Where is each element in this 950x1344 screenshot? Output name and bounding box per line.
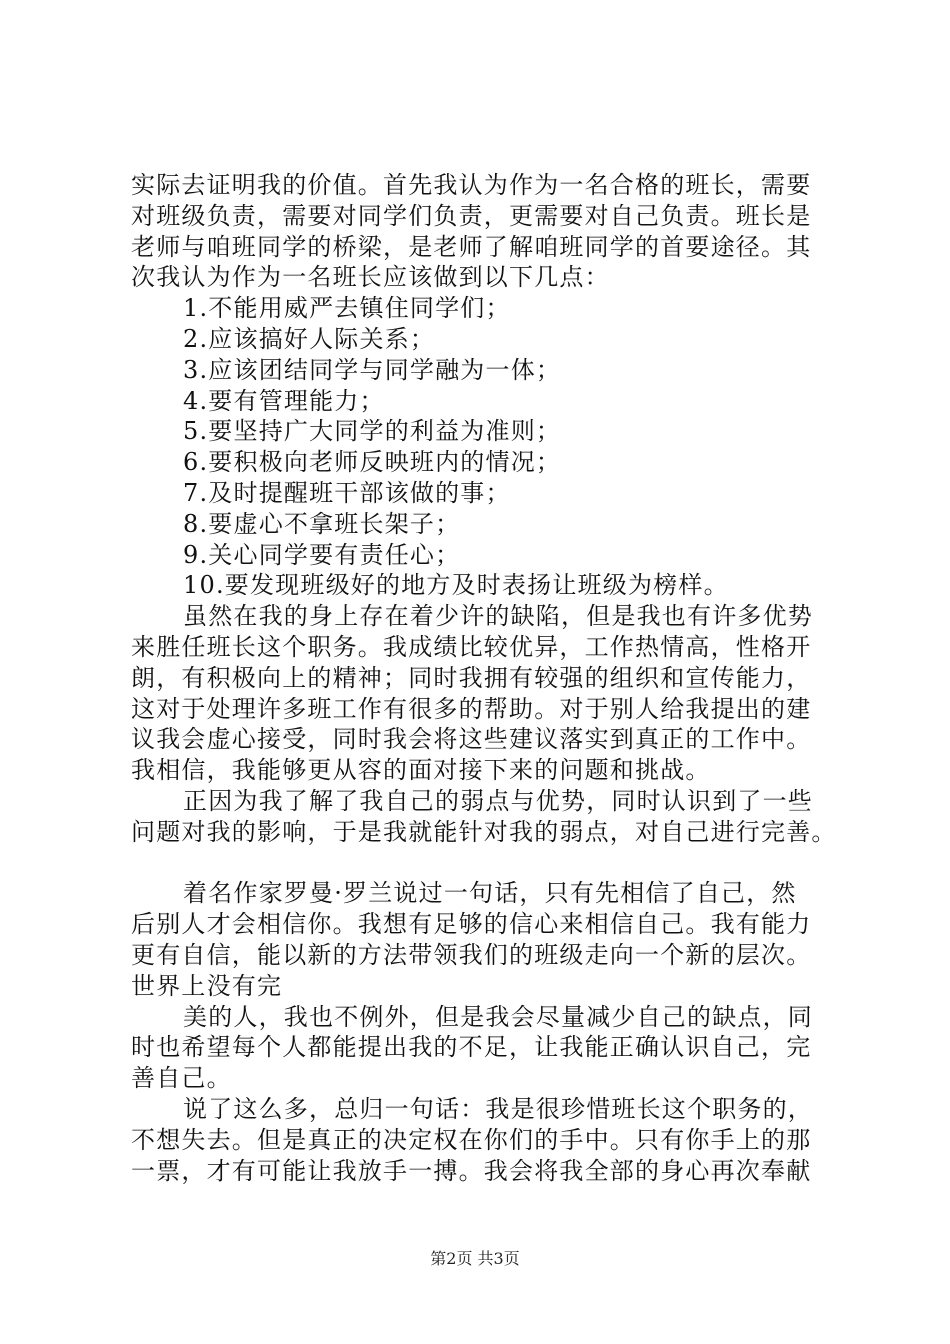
list-item: 3.应该团结同学与同学融为一体； [183, 355, 562, 384]
text-line: 善自己。 [131, 1064, 232, 1093]
document-body [131, 170, 837, 1186]
text-line: 世界上没有完 [131, 971, 283, 1000]
list-item: 4.要有管理能力； [183, 386, 385, 415]
paragraph-gap [131, 848, 831, 879]
list-item: 9.关心同学要有责任心； [183, 540, 461, 569]
text-line: 虽然在我的身上存在着少许的缺陷，但是我也有许多优势 [183, 602, 813, 631]
text-line: 来胜任班长这个职务。我成绩比较优异，工作热情高，性格开 [131, 632, 812, 661]
page-footer: 第2页 共3页 [430, 1249, 520, 1268]
list-item: 5.要坚持广大同学的利益为准则； [183, 417, 562, 446]
list-item: 8.要虚心不拿班长架子； [183, 509, 461, 538]
text-line: 美的人，我也不例外，但是我会尽量减少自己的缺点，同 [183, 1002, 813, 1031]
list-item: 7.及时提醒班干部该做的事； [183, 478, 511, 507]
text-line: 说了这么多，总归一句话：我是很珍惜班长这个职务的， [183, 1094, 813, 1123]
text-line: 朗，有积极向上的精神；同时我拥有较强的组织和宣传能力， [131, 663, 812, 692]
text-line: 问题对我的影响，于是我就能针对我的弱点，对自己进行完善。 [131, 817, 837, 846]
text-line: 着名作家罗曼·罗兰说过一句话，只有先相信了自己，然 [183, 879, 797, 908]
text-line: 实际去证明我的价值。首先我认为作为一名合格的班长，需要 [131, 171, 812, 199]
text-line: 这对于处理许多班工作有很多的帮助。对于别人给我提出的建 [131, 694, 812, 723]
text-line: 老师与咱班同学的桥梁，是老师了解咱班同学的首要途径。其 [131, 232, 812, 261]
text-line: 更有自信，能以新的方法带领我们的班级走向一个新的层次。 [131, 940, 812, 969]
text-line: 正因为我了解了我自己的弱点与优势，同时认识到了一些 [183, 786, 813, 815]
text-line: 不想失去。但是真正的决定权在你们的手中。只有你手上的那 [131, 1125, 812, 1154]
list-item: 10.要发现班级好的地方及时表扬让班级为榜样。 [183, 571, 729, 600]
text-line: 议我会虚心接受，同时我会将这些建议落实到真正的工作中。 [131, 725, 812, 754]
list-item: 1.不能用威严去镇住同学们； [183, 294, 511, 323]
list-item: 6.要积极向老师反映班内的情况； [183, 448, 562, 477]
text-line: 时也希望每个人都能提出我的不足，让我能正确认识自己，完 [131, 1033, 812, 1062]
list-item: 2.应该搞好人际关系； [183, 324, 436, 353]
text-line: 我相信，我能够更从容的面对接下来的问题和挑战。 [131, 756, 711, 785]
text-line: 次我认为作为一名班长应该做到以下几点： [131, 263, 610, 292]
text-line: 一票，才有可能让我放手一搏。我会将我全部的身心再次奉献 [131, 1156, 812, 1185]
text-line: 后别人才会相信你。我想有足够的信心来相信自己。我有能力 [131, 910, 812, 939]
text-line: 对班级负责，需要对同学们负责，更需要对自己负责。班长是 [131, 201, 812, 230]
